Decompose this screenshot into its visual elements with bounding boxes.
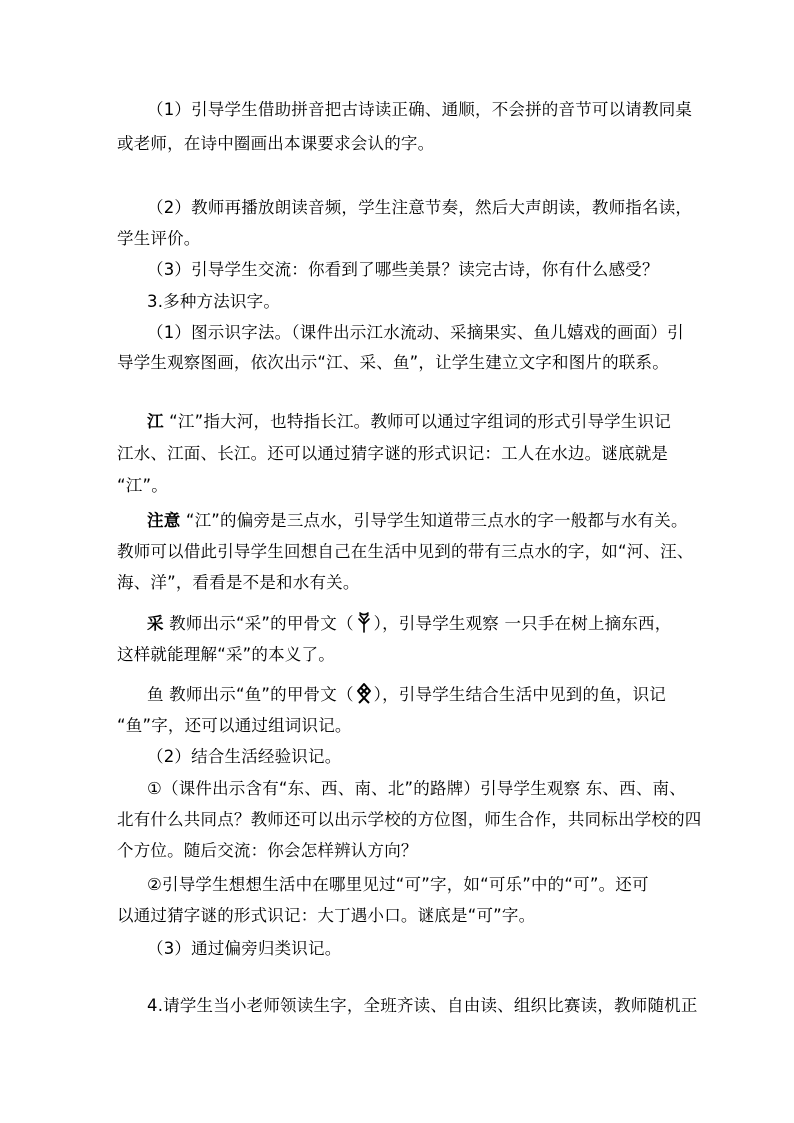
oracle-bone-yu-icon [354, 682, 374, 704]
paragraph-line: （3）通过偏旁归类识记。 [147, 939, 342, 958]
paragraph-line: 北有什么共同点？教师还可以出示学校的方位图，师生合作，共同标出学校的四 [117, 810, 702, 829]
paragraph-text: 教师出示“采”的甲骨文（ [169, 614, 354, 633]
character-label-yu: 鱼 [147, 685, 164, 704]
paragraph-line: 海、洋”，看看是不是和水有关。 [117, 573, 360, 592]
paragraph-line: 这样就能理解“采”的本义了。 [117, 645, 335, 664]
paragraph-text: 教师出示“鱼”的甲骨文（ [169, 685, 354, 704]
paragraph-line: “江”。 [117, 476, 168, 495]
paragraph-line: 个方位。随后交流：你会怎样辨认方向？ [117, 841, 418, 860]
paragraph-line: 导学生观察图画，依次出示“江、采、鱼”，让学生建立文字和图片的联系。 [117, 353, 669, 372]
paragraph-line: “鱼”字，还可以通过组词识记。 [117, 716, 352, 735]
paragraph-line: （2）结合生活经验识记。 [147, 747, 342, 766]
paragraph-line: （1）图示识字法。（课件出示江水流动、采摘果实、鱼儿嬉戏的画面）引 [147, 323, 684, 342]
paragraph-line: ①（课件出示含有“东、西、南、北”的路牌）引导学生观察 东、西、南、 [147, 779, 686, 798]
note-label: 注意 [147, 511, 181, 530]
section-heading: 3.多种方法识字。 [147, 292, 281, 311]
paragraph-line: （1）引导学生借助拼音把古诗读正确、通顺，不会拼的音节可以请教同桌 [147, 100, 693, 119]
paragraph-line [147, 409, 707, 435]
paragraph-text: “江”的偏旁是三点水，引导学生知道带三点水的字一般都与水有关。 [185, 511, 688, 530]
paragraph-line [147, 682, 707, 708]
character-label-cai: 采 [147, 614, 164, 633]
paragraph-text: ），引导学生结合生活中见到的鱼，识记 [373, 685, 667, 704]
paragraph-text: ），引导学生观察 一只手在树上摘东西， [373, 614, 672, 633]
oracle-bone-cai-icon [354, 611, 374, 633]
paragraph-line: 教师可以借此引导学生回想自己在生活中见到的带有三点水的字，如“河、汪、 [117, 542, 694, 561]
section-heading: 4.请学生当小老师领读生字，全班齐读、自由读、组织比赛读，教师随机正 [147, 996, 698, 1015]
paragraph-line: 以通过猜字谜的形式识记：大丁遇小口。谜底是“可”字。 [117, 906, 536, 925]
paragraph-line: （3）引导学生交流：你看到了哪些美景？读完古诗，你有什么感受？ [147, 260, 659, 279]
paragraph-line [147, 611, 707, 637]
character-label-jiang: 江 [147, 412, 164, 431]
paragraph-line: （2）教师再播放朗读音频，学生注意节奏，然后大声朗读，教师指名读， [147, 198, 693, 217]
paragraph-text: “江”指大河，也特指长江。教师可以通过字组词的形式引导学生识记 [169, 412, 671, 431]
paragraph-line: ②引导学生想想生活中在哪里见过“可”字，如“可乐”中的“可”。还可 [147, 875, 649, 894]
paragraph-line [147, 508, 707, 534]
paragraph-line: 江水、江面、长江。还可以通过猜字谜的形式识记：工人在水边。谜底就是 [117, 444, 669, 463]
paragraph-line: 或老师，在诗中圈画出本课要求会认的字。 [117, 134, 435, 153]
paragraph-line: 学生评价。 [117, 229, 201, 248]
